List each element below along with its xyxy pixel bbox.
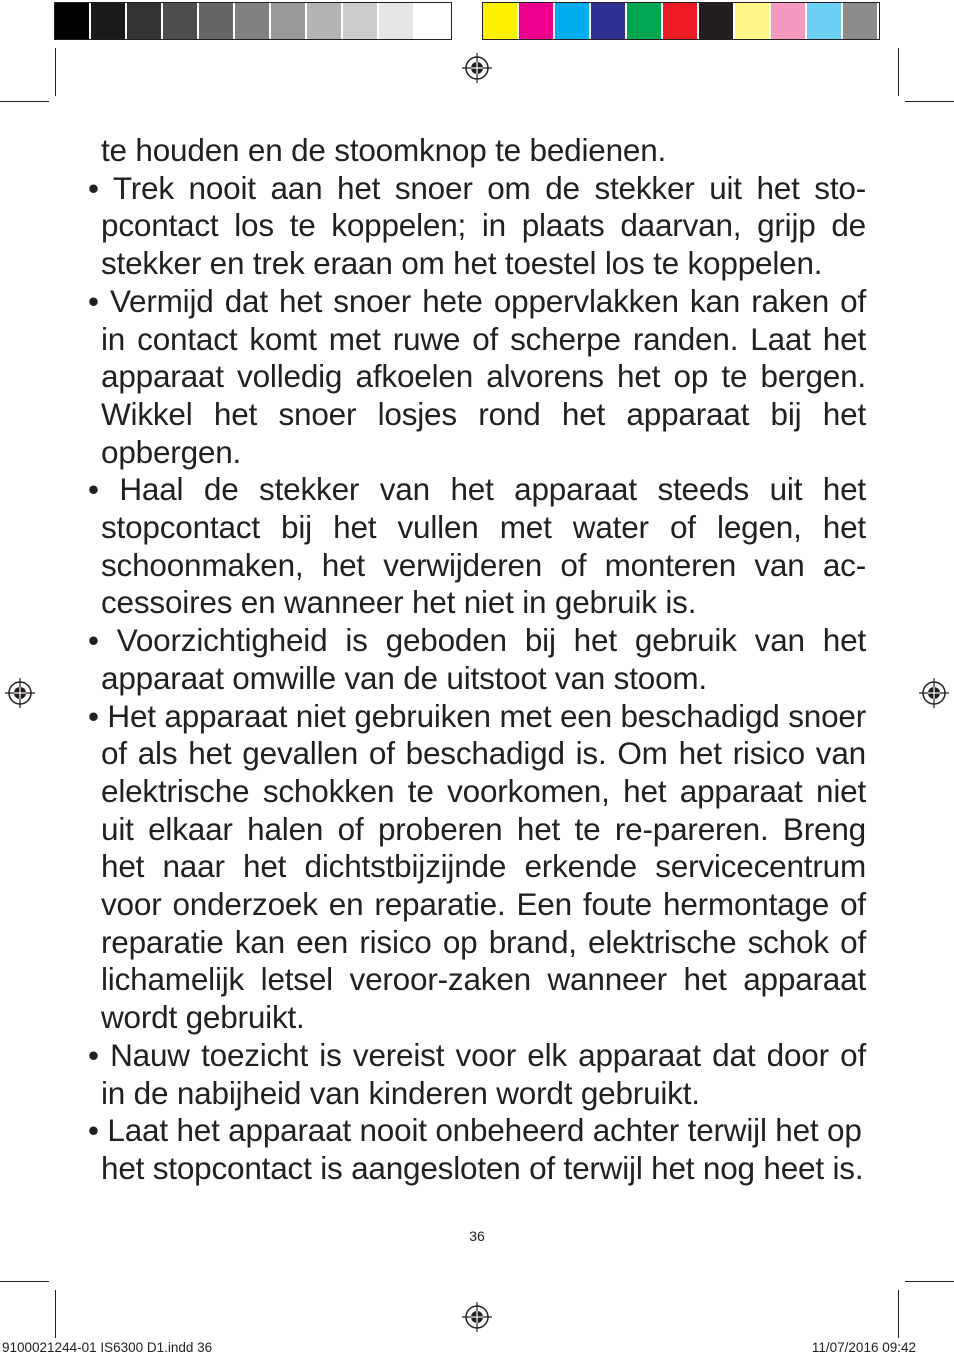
page-number: 36 [469, 1228, 485, 1244]
color-swatch [483, 3, 519, 39]
list-item: • Het apparaat niet gebruiken met een beschadigd snoer of als het gevallen of beschadigd is. Om het risico van elektrische schokken te voorkomen, het apparaat niet uit elkaar halen of proberen het te re-pareren. Breng het naar het dichtstbijzijnde erkende servicecentrum voor onderzoek en reparatie. Een foute hermontage of reparatie kan een risico op brand, elektrische schok of lichamelijk letsel veroor-zaken wanneer het apparaat wordt gebruikt. [88, 697, 866, 1036]
color-swatch [379, 3, 415, 39]
registration-mark-icon [919, 678, 949, 708]
color-swatch [807, 3, 843, 39]
color-swatch [555, 3, 591, 39]
color-swatch [55, 3, 91, 39]
color-swatch [307, 3, 343, 39]
registration-mark-icon [462, 53, 492, 83]
color-swatch [735, 3, 771, 39]
color-swatch [591, 3, 627, 39]
color-swatch [343, 3, 379, 39]
color-swatch [699, 3, 735, 39]
crop-mark [0, 101, 49, 102]
list-item: • Vermijd dat het snoer hete oppervlakken kan raken of in contact komt met ruwe of scherpe randen. Laat het apparaat volledig afkoelen alvorens het op te bergen. Wikkel het snoer losjes rond het apparaat bij het opbergen. [88, 282, 866, 470]
list-item: • Voorzichtigheid is geboden bij het gebruik van het apparaat omwille van de uitstoot van stoom. [88, 622, 866, 696]
color-swatch [235, 3, 271, 39]
crop-mark [55, 1290, 56, 1338]
crop-mark [898, 48, 899, 96]
registration-mark-icon [462, 1302, 492, 1332]
list-item: • Nauw toezicht is vereist voor elk apparaat dat door of in de nabijheid van kinderen wordt gebruikt. [88, 1036, 866, 1111]
grayscale-calibration-bar [54, 2, 452, 40]
color-swatch [771, 3, 807, 39]
color-swatch [199, 3, 235, 39]
date-slug: 11/07/2016 09:42 [811, 1340, 916, 1355]
registration-mark-icon [5, 678, 35, 708]
crop-mark [0, 1281, 49, 1282]
color-swatch [91, 3, 127, 39]
color-swatch [663, 3, 699, 39]
crop-mark [905, 101, 954, 102]
list-item: • Laat het apparaat nooit onbeheerd achter terwijl het op het stopcontact is aangesloten of terwijl het nog heet is. [88, 1112, 864, 1186]
file-slug: 9100021244-01 IS6300 D1.indd 36 [2, 1340, 213, 1355]
color-swatch [627, 3, 663, 39]
color-swatch [415, 3, 451, 39]
crop-mark [55, 48, 56, 96]
color-swatch [843, 3, 879, 39]
continuation-text: te houden en de stoomknop te bedienen. [101, 132, 667, 168]
color-swatch [127, 3, 163, 39]
safety-instructions [88, 132, 866, 1188]
color-calibration-bar [482, 2, 880, 40]
crop-mark [898, 1290, 899, 1338]
color-swatch [271, 3, 307, 39]
color-swatch [519, 3, 555, 39]
color-swatch [163, 3, 199, 39]
list-item: • Haal de stekker van het apparaat steeds uit het stopcontact bij het vullen met water of legen, het schoonmaken, het verwijderen of monteren van ac-cessoires en wanneer het niet in gebruik is. [88, 471, 866, 621]
crop-mark [905, 1281, 954, 1282]
list-item: • Trek nooit aan het snoer om de stekker uit het sto-pcontact los te koppelen; in plaats daarvan, grijp de stekker en trek eraan om het toestel los te koppelen. [88, 169, 866, 282]
